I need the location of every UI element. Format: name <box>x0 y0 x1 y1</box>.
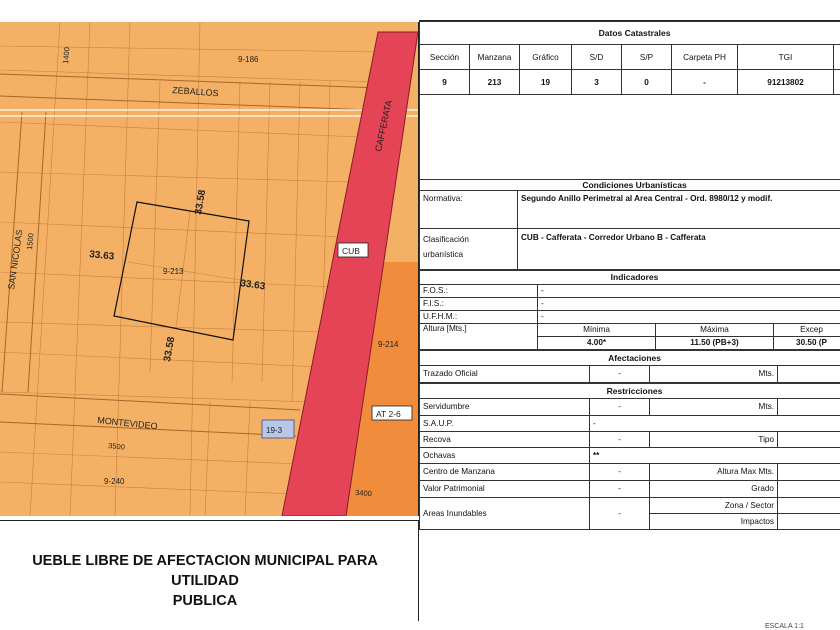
header-sp: S/P <box>622 45 672 70</box>
fis-value: - <box>538 297 840 310</box>
altura-max-mts-label: Altura Max Mts. <box>650 463 778 480</box>
street-cafferata-label: CAFFERATA <box>373 99 394 153</box>
datos-catastrales-table <box>419 21 840 179</box>
normativa-label: Normativa: <box>420 190 518 228</box>
clasificacion-label-line-1: Clasificación <box>423 234 469 244</box>
dimension-left: 33.63 <box>88 249 115 263</box>
altura-max-value: 11.50 (PB+3) <box>656 336 774 349</box>
datos-catastrales-title: Datos Catastrales <box>420 22 840 45</box>
altura-max-label: Máxima <box>656 323 774 336</box>
dimension-right: 33.63 <box>239 278 266 293</box>
altura-label: Altura [Mts.] <box>420 323 538 349</box>
street-san-nicolas-label: SAN NICOLAS <box>6 228 25 291</box>
value-grafico: 19 <box>520 70 572 95</box>
zona-sector-label: Zona / Sector <box>650 497 778 513</box>
street-number-left: 1500 <box>25 232 36 251</box>
fis-label: F.I.S.: <box>420 297 538 310</box>
altura-exc-value: 30.50 (P <box>774 336 840 349</box>
servidumbre-value: - <box>590 398 650 415</box>
notice-area <box>0 520 419 621</box>
trazado-label: Trazado Oficial <box>420 365 590 382</box>
condiciones-table <box>419 179 840 270</box>
value-sp: 0 <box>622 70 672 95</box>
block-id-bottom: 9-240 <box>104 477 125 486</box>
restricciones-title: Restricciones <box>420 383 840 398</box>
notice-line-2: PUBLICA <box>172 593 238 609</box>
fos-label: F.O.S.: <box>420 284 538 297</box>
header-carpeta-ph: Carpeta PH <box>672 45 738 70</box>
servidumbre-mts: Mts. <box>650 398 778 415</box>
trazado-value: - <box>590 365 650 382</box>
value-sd: 3 <box>572 70 622 95</box>
block-id-small: 19-3 <box>266 426 283 435</box>
altura-min-label: Mínima <box>538 323 656 336</box>
altura-min-value: 4.00* <box>538 336 656 349</box>
clasificacion-label-line-2: urbanística <box>423 249 464 259</box>
recova-label: Recova <box>420 431 590 447</box>
value-seccion: 9 <box>420 70 470 95</box>
impactos-label: Impactos <box>650 513 778 529</box>
header-tgi: TGI <box>738 45 834 70</box>
valor-patrimonial-value: - <box>590 480 650 497</box>
indicadores-table <box>419 270 840 350</box>
servidumbre-label: Servidumbre <box>420 398 590 415</box>
zone-label-at: AT 2-6 <box>376 409 401 419</box>
data-panel <box>419 20 840 621</box>
block-id-right: 9-214 <box>378 340 399 349</box>
ufhm-value: - <box>538 310 840 323</box>
street-number-top: 1400 <box>61 46 72 65</box>
value-tgi: 91213802 <box>738 70 834 95</box>
zone-label-cub: CUB <box>342 246 360 256</box>
grado-label: Grado <box>650 480 778 497</box>
header-sd: S/D <box>572 45 622 70</box>
trazado-mts: Mts. <box>650 365 778 382</box>
ochavas-label: Ochavas <box>420 447 590 463</box>
condiciones-title: Condiciones Urbanísticas <box>420 179 840 190</box>
dimension-bottom: 33.58 <box>162 335 178 363</box>
afectaciones-title: Afectaciones <box>420 350 840 365</box>
block-id-center: 9-213 <box>163 267 184 276</box>
street-montevideo-label: MONTEVIDEO <box>96 415 159 432</box>
dimension-top: 33.58 <box>193 188 209 216</box>
clasificacion-value: CUB - Cafferata - Corredor Urbano B - Cafferata <box>518 228 840 269</box>
notice-line-1: UEBLE LIBRE DE AFECTACION MUNICIPAL PARA UTILIDAD <box>32 553 378 589</box>
ufhm-label: U.F.H.M.: <box>420 310 538 323</box>
value-manzana: 213 <box>470 70 520 95</box>
fos-value: - <box>538 284 840 297</box>
footer-text: ESCALA 1:1 <box>765 623 804 630</box>
areas-inundables-value: - <box>590 497 650 529</box>
afectaciones-table <box>419 350 840 383</box>
restricciones-table <box>419 383 840 530</box>
clasificacion-label <box>420 228 518 269</box>
normativa-value: Segundo Anillo Perimetral al Area Central - Ord. 8980/12 y modif. <box>518 190 840 228</box>
header-seccion: Sección <box>420 45 470 70</box>
street-zeballos-label: ZEBALLOS <box>171 85 219 99</box>
value-carpeta-ph: - <box>672 70 738 95</box>
header-manzana: Manzana <box>470 45 520 70</box>
areas-inundables-label: Areas Inundables <box>420 497 590 529</box>
street-number-south: 3500 <box>107 441 126 452</box>
centro-manzana-value: - <box>590 463 650 480</box>
saup-label: S.A.U.P. <box>420 415 590 431</box>
saup-value: - <box>590 415 840 431</box>
notice-text <box>0 551 410 611</box>
altura-exc-label: Excep <box>774 323 840 336</box>
recova-value: - <box>590 431 650 447</box>
header-grafico: Gráfico <box>520 45 572 70</box>
block-id-top: 9-186 <box>238 55 259 64</box>
recova-tipo: Tipo <box>650 431 778 447</box>
indicadores-title: Indicadores <box>420 270 840 284</box>
street-number-bottom-right: 3400 <box>354 488 373 499</box>
valor-patrimonial-label: Valor Patrimonial <box>420 480 590 497</box>
cadastral-map <box>0 22 419 516</box>
centro-manzana-label: Centro de Manzana <box>420 463 590 480</box>
ochavas-value: ** <box>590 447 840 463</box>
